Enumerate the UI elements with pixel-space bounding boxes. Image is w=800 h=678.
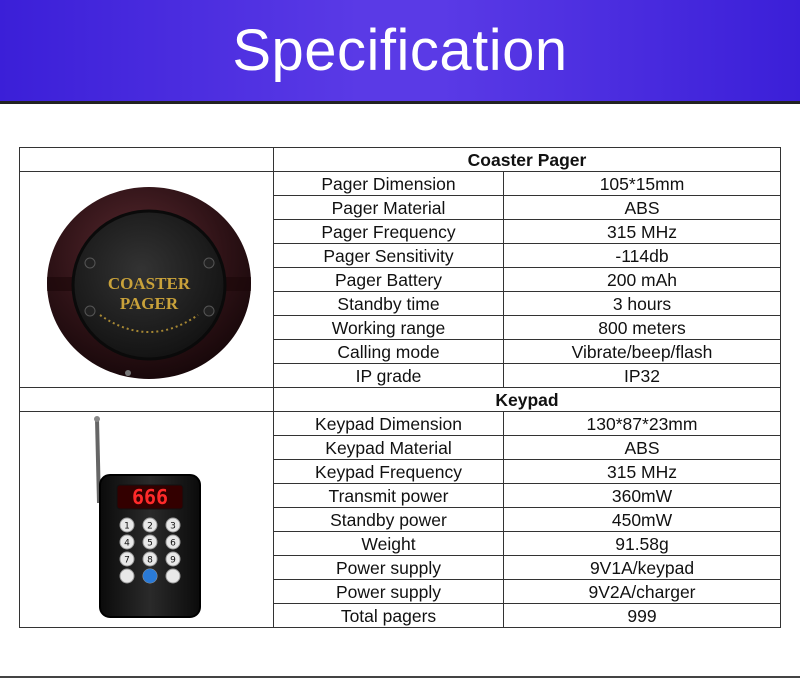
spec-value: 999	[504, 604, 781, 628]
spec-label: Keypad Frequency	[274, 460, 504, 484]
spec-value: 800 meters	[504, 316, 781, 340]
pager-image-cell	[20, 172, 274, 388]
spec-label: Pager Sensitivity	[274, 244, 504, 268]
spec-value: 315 MHz	[504, 460, 781, 484]
spec-value: 130*87*23mm	[504, 412, 781, 436]
keypad-key-label: 8	[147, 555, 153, 565]
section-header-row	[20, 148, 781, 172]
spec-value: 200 mAh	[504, 268, 781, 292]
keypad-key-label: 6	[170, 538, 176, 548]
keypad-key-label: 3	[170, 521, 176, 531]
spec-value: ABS	[504, 196, 781, 220]
spec-label: Power supply	[274, 580, 504, 604]
spec-value: -114db	[504, 244, 781, 268]
bell-icon	[143, 569, 157, 583]
blank-cell	[20, 148, 274, 172]
antenna	[97, 419, 99, 503]
keypad-key	[166, 569, 180, 583]
keypad-display-digits: 666	[131, 484, 169, 509]
spec-value: 3 hours	[504, 292, 781, 316]
keypad-key	[120, 569, 134, 583]
blank-cell	[20, 388, 274, 412]
pager-logo-line1: COASTER	[107, 273, 191, 293]
pager-logo-line2: PAGER	[119, 293, 179, 313]
title-banner	[0, 0, 800, 101]
spec-label: Pager Battery	[274, 268, 504, 292]
divider	[0, 101, 800, 104]
spec-value: 450mW	[504, 508, 781, 532]
keypad-key-label: 9	[170, 555, 176, 565]
section-heading: Keypad	[274, 388, 781, 412]
spec-value: Vibrate/beep/flash	[504, 340, 781, 364]
spec-label: Standby time	[274, 292, 504, 316]
spec-table	[19, 147, 781, 628]
spec-value: 360mW	[504, 484, 781, 508]
coaster-pager-image	[20, 173, 274, 387]
table-row	[20, 172, 781, 196]
section-heading: Coaster Pager	[274, 148, 781, 172]
keypad-key-label: 5	[147, 538, 153, 548]
spec-label: Keypad Material	[274, 436, 504, 460]
spec-value: 315 MHz	[504, 220, 781, 244]
spec-value: 9V1A/keypad	[504, 556, 781, 580]
spec-label: IP grade	[274, 364, 504, 388]
spec-label: Pager Material	[274, 196, 504, 220]
spec-value: 9V2A/charger	[504, 580, 781, 604]
spec-label: Calling mode	[274, 340, 504, 364]
spec-label: Keypad Dimension	[274, 412, 504, 436]
spec-label: Standby power	[274, 508, 504, 532]
spec-value: 91.58g	[504, 532, 781, 556]
keypad-key-label: 2	[147, 521, 153, 531]
spec-label: Pager Frequency	[274, 220, 504, 244]
page-title: Specification	[232, 18, 568, 83]
spec-value: 105*15mm	[504, 172, 781, 196]
table-row	[20, 412, 781, 436]
keypad-key-label: 7	[124, 555, 130, 565]
keypad-image	[20, 413, 274, 627]
spec-label: Pager Dimension	[274, 172, 504, 196]
spec-label: Transmit power	[274, 484, 504, 508]
spec-label: Power supply	[274, 556, 504, 580]
keypad-image-cell	[20, 412, 274, 628]
keypad-key-label: 1	[124, 521, 130, 531]
keypad-key-label: 4	[124, 538, 130, 548]
spec-label: Weight	[274, 532, 504, 556]
section-header-row	[20, 388, 781, 412]
spec-label: Working range	[274, 316, 504, 340]
spec-value: IP32	[504, 364, 781, 388]
spec-value: ABS	[504, 436, 781, 460]
spec-label: Total pagers	[274, 604, 504, 628]
